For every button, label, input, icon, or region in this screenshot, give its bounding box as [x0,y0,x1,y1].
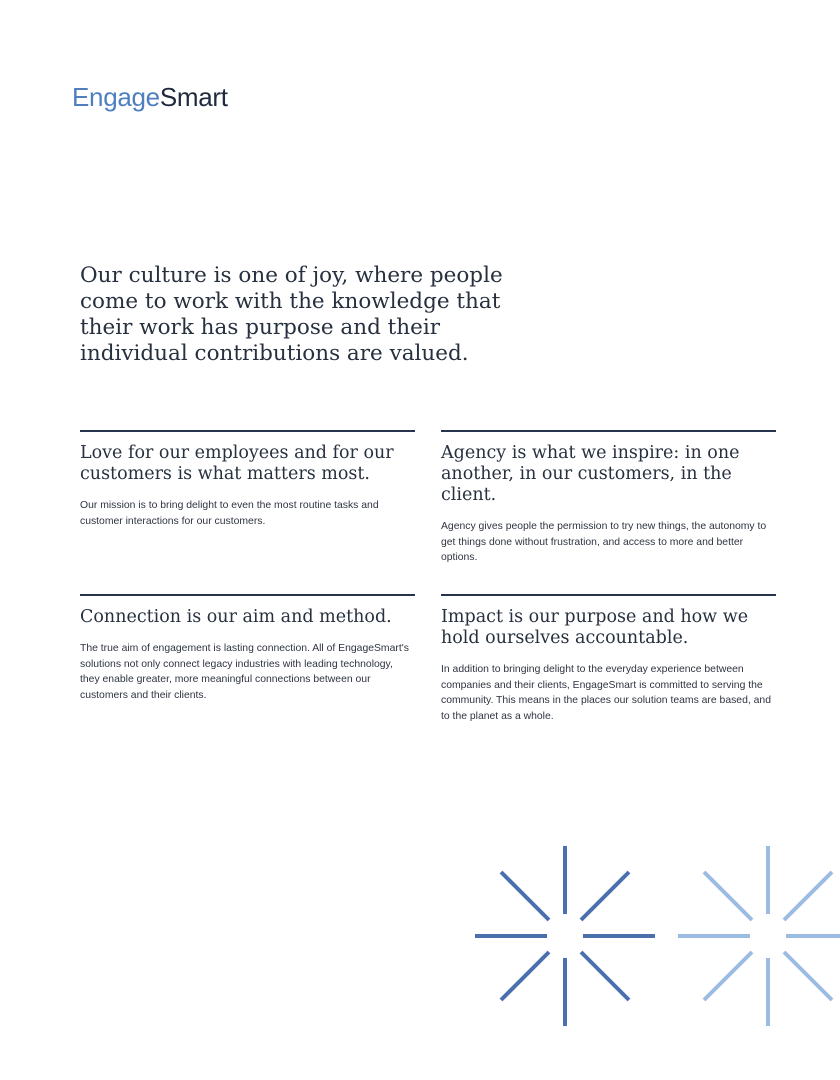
engagesmart-logo [72,84,228,110]
starburst-dark-icon [475,846,655,1026]
value-impact [441,594,776,724]
value-body: In addition to bringing delight to the everyday experience between companies and their clients, EngageSmart is committed to serving the community. This means in the places our solution teams are based, and to the planet as a whole. [441,664,771,722]
value-heading: Impact is our purpose and how we hold ourselves accountable. [441,607,749,648]
value-agency [441,430,776,566]
logo-engage-text: Engage [72,82,160,112]
value-body: Agency gives people the permission to try new things, the autonomy to get things done without frustration, and access to more and better options. [441,521,767,563]
logo-smart-text: Smart [159,82,228,112]
value-connection [80,594,415,703]
value-body: The true aim of engagement is lasting connection. All of EngageSmart's solutions not only connect legacy industries with leading technology, they enable greater, more meaningful connections between our customers and their clients. [80,643,409,701]
culture-statement: Our culture is one of joy, where people come to work with the knowledge that their work has purpose and their individual contributions are valued. [80,263,503,366]
value-body: Our mission is to bring delight to even the most routine tasks and customer interactions for our customers. [80,500,379,527]
value-heading: Connection is our aim and method. [80,607,392,627]
value-heading: Agency is what we inspire: in one another, in our customers, in the client. [441,443,740,505]
starburst-light-icon [678,846,840,1026]
value-love [80,430,415,529]
value-heading: Love for our employees and for our customers is what matters most. [80,443,394,484]
